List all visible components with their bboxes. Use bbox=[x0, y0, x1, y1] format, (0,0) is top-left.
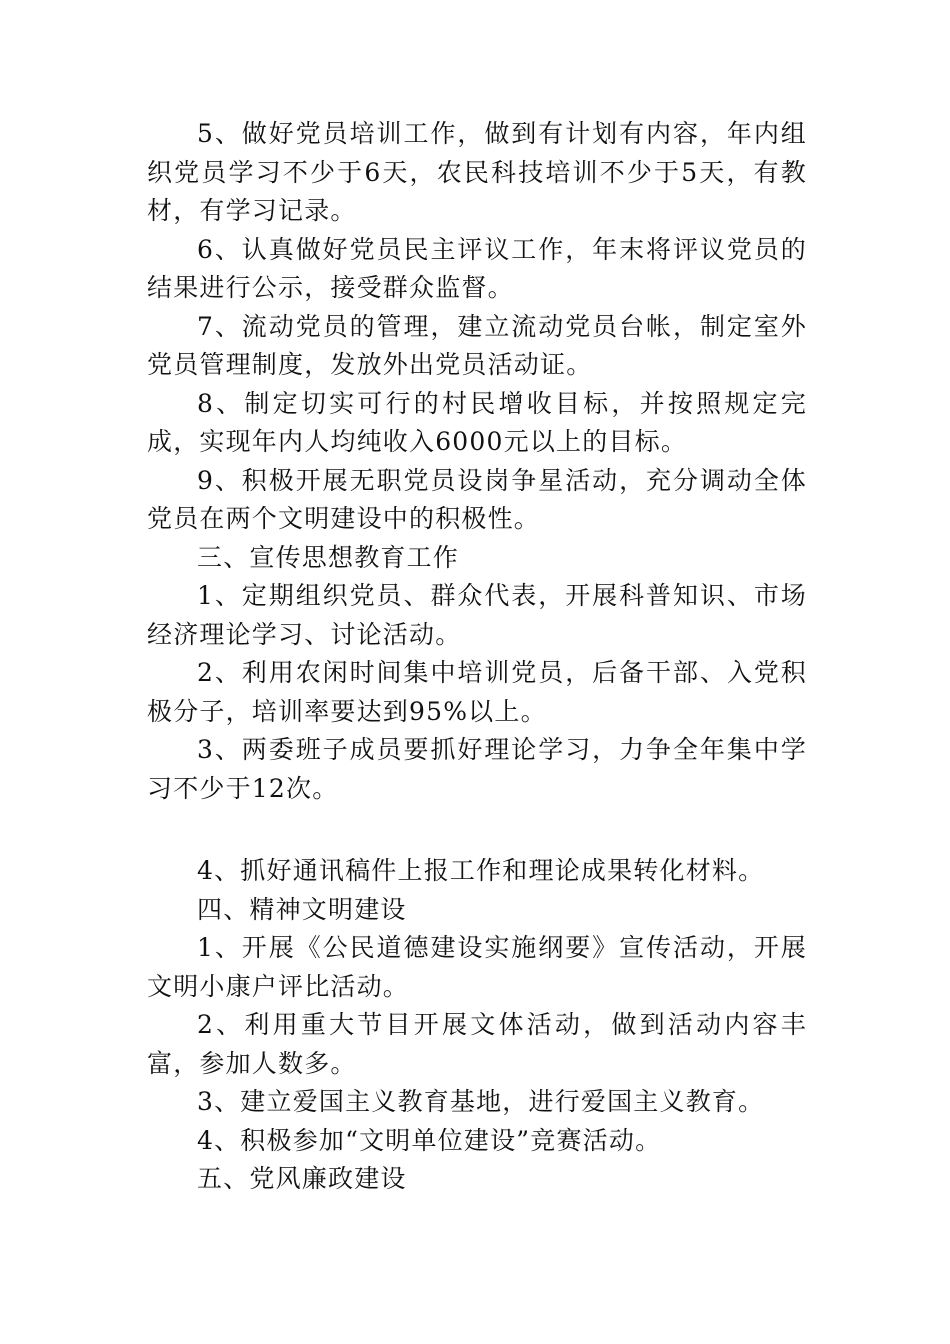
section-heading-clean-government: 五、党风廉政建设 bbox=[197, 1164, 407, 1193]
section-heading-spiritual-civilization: 四、精神文明建设 bbox=[197, 894, 407, 924]
paragraph-study-organization: 1、定期组织党员、群众代表，开展科普知识、市场经济理论学习、讨论活动。 bbox=[147, 581, 807, 649]
paragraph-theory-study: 3、两委班子成员要抓好理论学习，力争全年集中学习不少于12次。 bbox=[147, 735, 807, 803]
paragraph-party-training: 5、做好党员培训工作，做到有计划有内容，年内组织党员学习不少于6天，农民科技培训不少于5天，有教材，有学习记录。 bbox=[147, 119, 807, 225]
paragraph-democratic-review: 6、认真做好党员民主评议工作，年末将评议党员的结果进行公示，接受群众监督。 bbox=[147, 234, 807, 302]
document-body bbox=[147, 115, 807, 1199]
paragraph-mobile-members: 7、流动党员的管理，建立流动党员台帐，制定室外党员管理制度，发放外出党员活动证。 bbox=[147, 311, 807, 379]
paragraph-slack-season-training: 2、利用农闲时间集中培训党员，后备干部、入党积极分子，培训率要达到95%以上。 bbox=[147, 658, 807, 726]
paragraph-star-activity: 9、积极开展无职党员设岗争星活动，充分调动全体党员在两个文明建设中的积极性。 bbox=[147, 465, 807, 533]
paragraph-gap bbox=[147, 808, 807, 852]
paragraph-moral-outline: 1、开展《公民道德建设实施纲要》宣传活动，开展文明小康户评比活动。 bbox=[147, 933, 807, 1001]
section-heading-propaganda: 三、宣传思想教育工作 bbox=[197, 542, 460, 572]
paragraph-news-reporting: 4、抓好通讯稿件上报工作和理论成果转化材料。 bbox=[197, 856, 765, 885]
paragraph-festival-activities: 2、利用重大节目开展文体活动，做到活动内容丰富，参加人数多。 bbox=[147, 1010, 807, 1078]
paragraph-income-target: 8、制定切实可行的村民增收目标，并按照规定完成，实现年内人均纯收入6000元以上的目标。 bbox=[147, 388, 807, 456]
paragraph-civilized-unit: 4、积极参加“文明单位建设”竞赛活动。 bbox=[197, 1125, 662, 1155]
paragraph-patriotic-base: 3、建立爱国主义教育基地，进行爱国主义教育。 bbox=[197, 1087, 765, 1116]
